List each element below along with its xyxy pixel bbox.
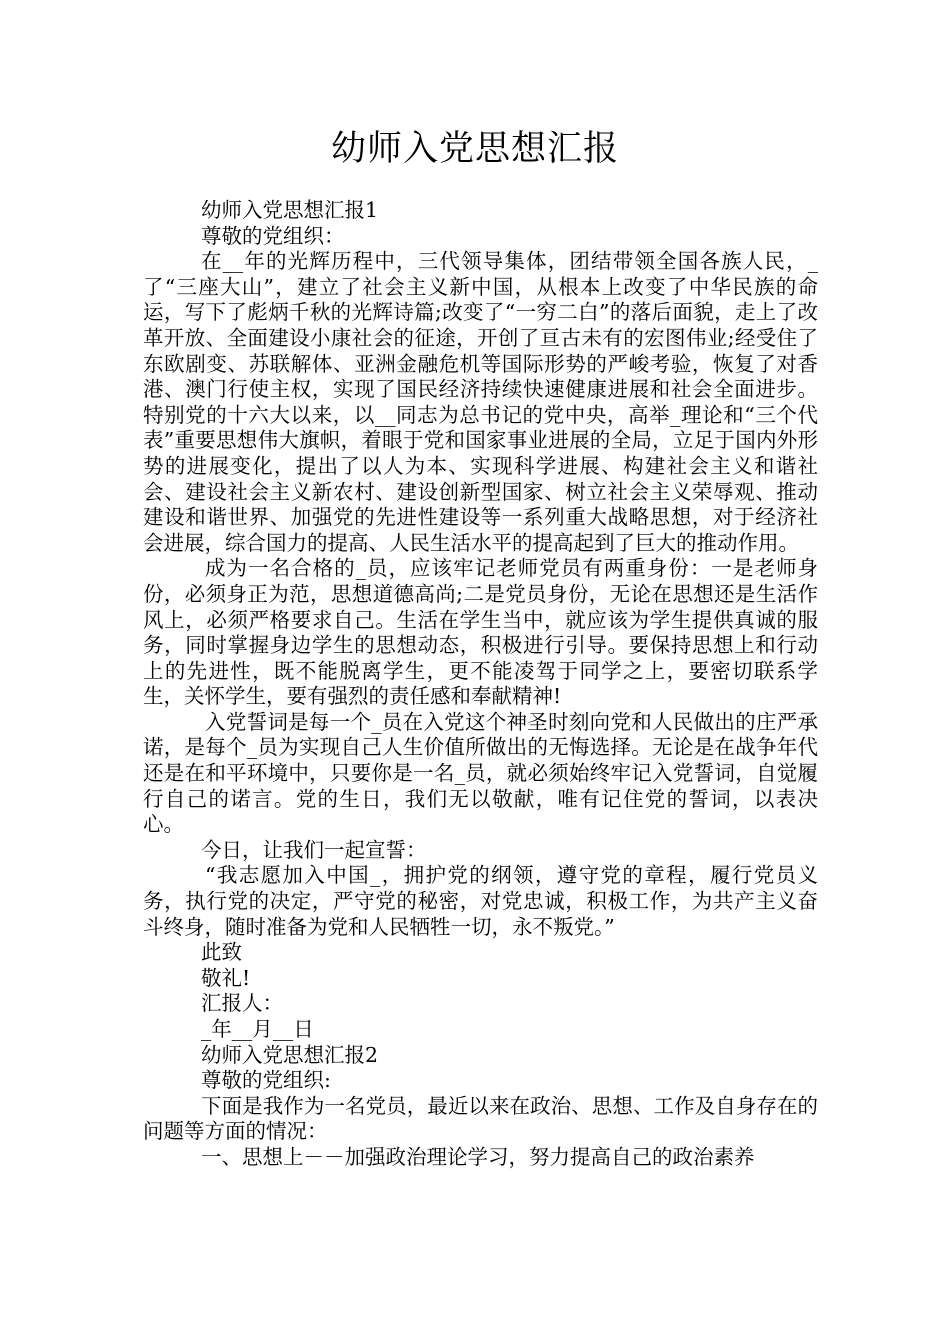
salutation-1: 尊敬的党组织： <box>201 223 345 248</box>
reporter-label: 汇报人： <box>201 991 283 1016</box>
section-heading-1: 一、思想上－－加强政治理论学习，努力提高自己的政治素养 <box>201 1144 755 1169</box>
document-title: 幼师入党思想汇报 <box>330 129 619 169</box>
body-paragraph-1: 在__年的光辉历程中，三代领导集体，团结带领全国各族人民，_了“三座大山”，建立了社会主义新中国，从根本上改变了中华民族的命运，写下了彪炳千秋的光辉诗篇;改变了“一穷二白”的落后面貌，走上了改革开放、全面建设小康社会的征途，开创了亘古未有的宏图伟业;经受住了东欧剧变、苏联解体、亚洲金融危机等国际形势的严峻考验，恢复了对香港、澳门行使主权，实现了国民经济持续快速健康进展和社会全面进步。特别党的十六大以来，以__同志为总书记的党中央，高举_理论和“三个代表”重要思想伟大旗帜，着眼于党和国家事业进展的全局，立足于国内外形势的进展变化，提出了以人为本、实现科学进展、构建社会主义和谐社会、建设社会主义新农村、建设创新型国家、树立社会主义荣辱观、推动建设和谐世界、加强党的先进性建设等一系列重大战略思想，对于经济社会进展，综合国力的提高、人民生活水平的提高起到了巨大的推动作用。 <box>143 249 818 555</box>
salutation-2: 尊敬的党组织: <box>201 1068 331 1093</box>
body-paragraph-3: 入党誓词是每一个_员在入党这个神圣时刻向党和人民做出的庄严承诺，是每个_员为实现自己人生价值所做出的无悔选择。无论是在战争年代还是在和平环境中，只要你是一名_员，就必须始终牢记入党誓词，自觉履行自己的诺言。党的生日，我们无以敬献，唯有记住党的誓词，以表决心。 <box>143 709 818 837</box>
report-heading-2: 幼师入党思想汇报2 <box>201 1042 379 1067</box>
body-paragraph-4: 下面是我作为一名党员，最近以来在政治、思想、工作及自身存在的问题等方面的情况： <box>143 1093 818 1144</box>
report-date: _年__月__日 <box>201 1017 314 1041</box>
oath-text: “我志愿加入中国_，拥护党的纲领，遵守党的章程，履行党员义务，执行党的决定，严守党的秘密，对党忠诚，积极工作，为共产主义奋斗终身，随时准备为党和人民牺牲一切，永不叛党。” <box>143 863 818 939</box>
report-heading-1: 幼师入党思想汇报1 <box>201 198 379 222</box>
body-paragraph-2: 成为一名合格的_员，应该牢记老师党员有两重身份：一是老师身份，必须身正为范，思想道德高尚;二是党员身份，无论在思想还是生活作风上，必须严格要求自己。生活在学生当中，就应该为学生提供真诚的服务，同时掌握身边学生的思想动态，积极进行引导。要保持思想上和行动上的先进性，既不能脱离学生，更不能凌驾于同学之上，要密切联系学生，关怀学生，要有强烈的责任感和奉献精神! <box>143 556 818 709</box>
closing-jing-li: 敬礼! <box>201 965 251 990</box>
oath-intro: 今日，让我们一起宣誓： <box>201 837 427 862</box>
document-body <box>143 198 818 1171</box>
closing-ci-zhi: 此致 <box>201 940 242 965</box>
